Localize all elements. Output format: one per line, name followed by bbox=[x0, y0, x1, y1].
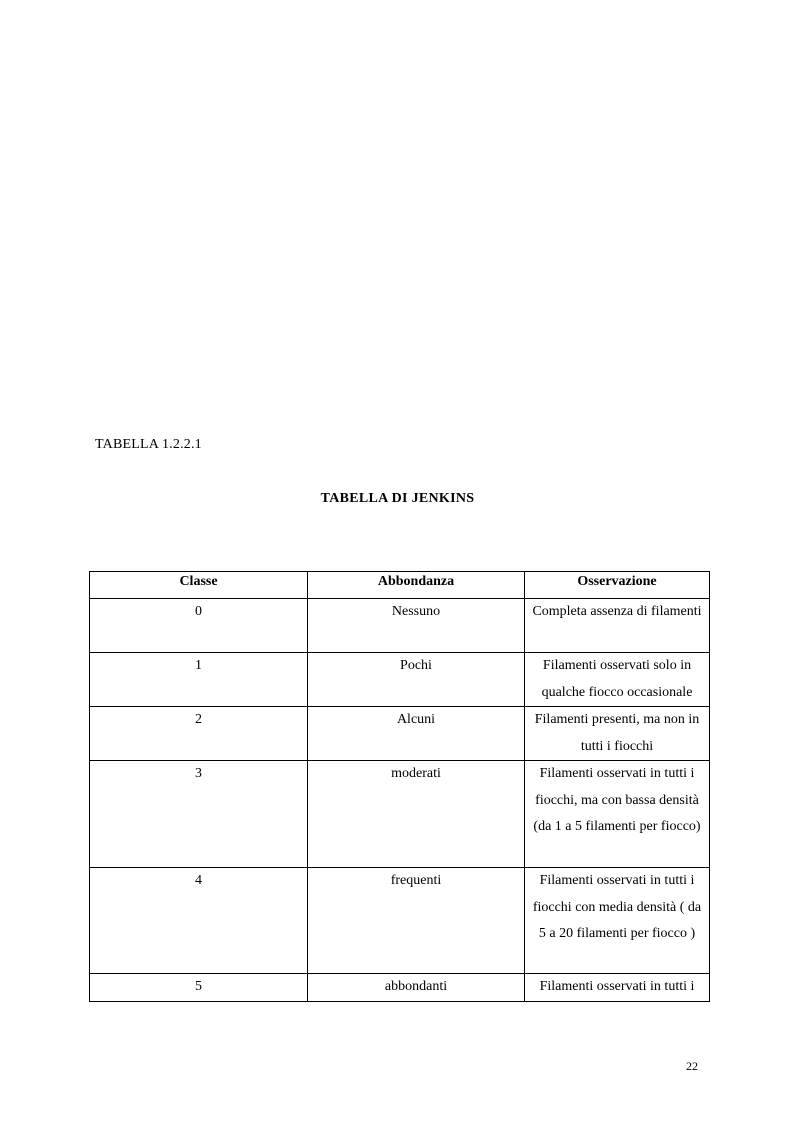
cell-classe: 3 bbox=[90, 761, 308, 868]
cell-classe: 5 bbox=[90, 974, 308, 1002]
header-classe: Classe bbox=[90, 572, 308, 599]
table-row bbox=[90, 707, 710, 761]
table-header-row bbox=[90, 572, 710, 599]
table-row bbox=[90, 599, 710, 653]
table-row bbox=[90, 653, 710, 707]
cell-osservazione: Filamenti osservati solo in qualche fiocco occasionale bbox=[525, 653, 710, 707]
table-row bbox=[90, 974, 710, 1002]
table-label: TABELLA 1.2.2.1 bbox=[95, 437, 202, 452]
cell-abbondanza: Pochi bbox=[308, 653, 525, 707]
table-row bbox=[90, 868, 710, 974]
cell-osservazione: Filamenti presenti, ma non in tutti i fiocchi bbox=[525, 707, 710, 761]
cell-osservazione: Filamenti osservati in tutti i bbox=[525, 974, 710, 1002]
cell-abbondanza: Nessuno bbox=[308, 599, 525, 653]
cell-classe: 1 bbox=[90, 653, 308, 707]
cell-classe: 2 bbox=[90, 707, 308, 761]
cell-abbondanza: frequenti bbox=[308, 868, 525, 974]
table-title: TABELLA DI JENKINS bbox=[320, 491, 475, 506]
cell-abbondanza: Alcuni bbox=[308, 707, 525, 761]
cell-osservazione: Filamenti osservati in tutti i fiocchi con media densità ( da 5 a 20 filamenti per fiocco ) bbox=[525, 868, 710, 974]
cell-classe: 4 bbox=[90, 868, 308, 974]
jenkins-table bbox=[89, 571, 710, 1002]
header-abbondanza: Abbondanza bbox=[308, 572, 525, 599]
cell-osservazione: Filamenti osservati in tutti i fiocchi, ma con bassa densità (da 1 a 5 filamenti per fiocco) bbox=[525, 761, 710, 868]
cell-abbondanza: moderati bbox=[308, 761, 525, 868]
page-number: 22 bbox=[686, 1059, 698, 1073]
cell-abbondanza: abbondanti bbox=[308, 974, 525, 1002]
header-osservazione: Osservazione bbox=[525, 572, 710, 599]
cell-osservazione: Completa assenza di filamenti bbox=[525, 599, 710, 653]
cell-classe: 0 bbox=[90, 599, 308, 653]
table-row bbox=[90, 761, 710, 868]
